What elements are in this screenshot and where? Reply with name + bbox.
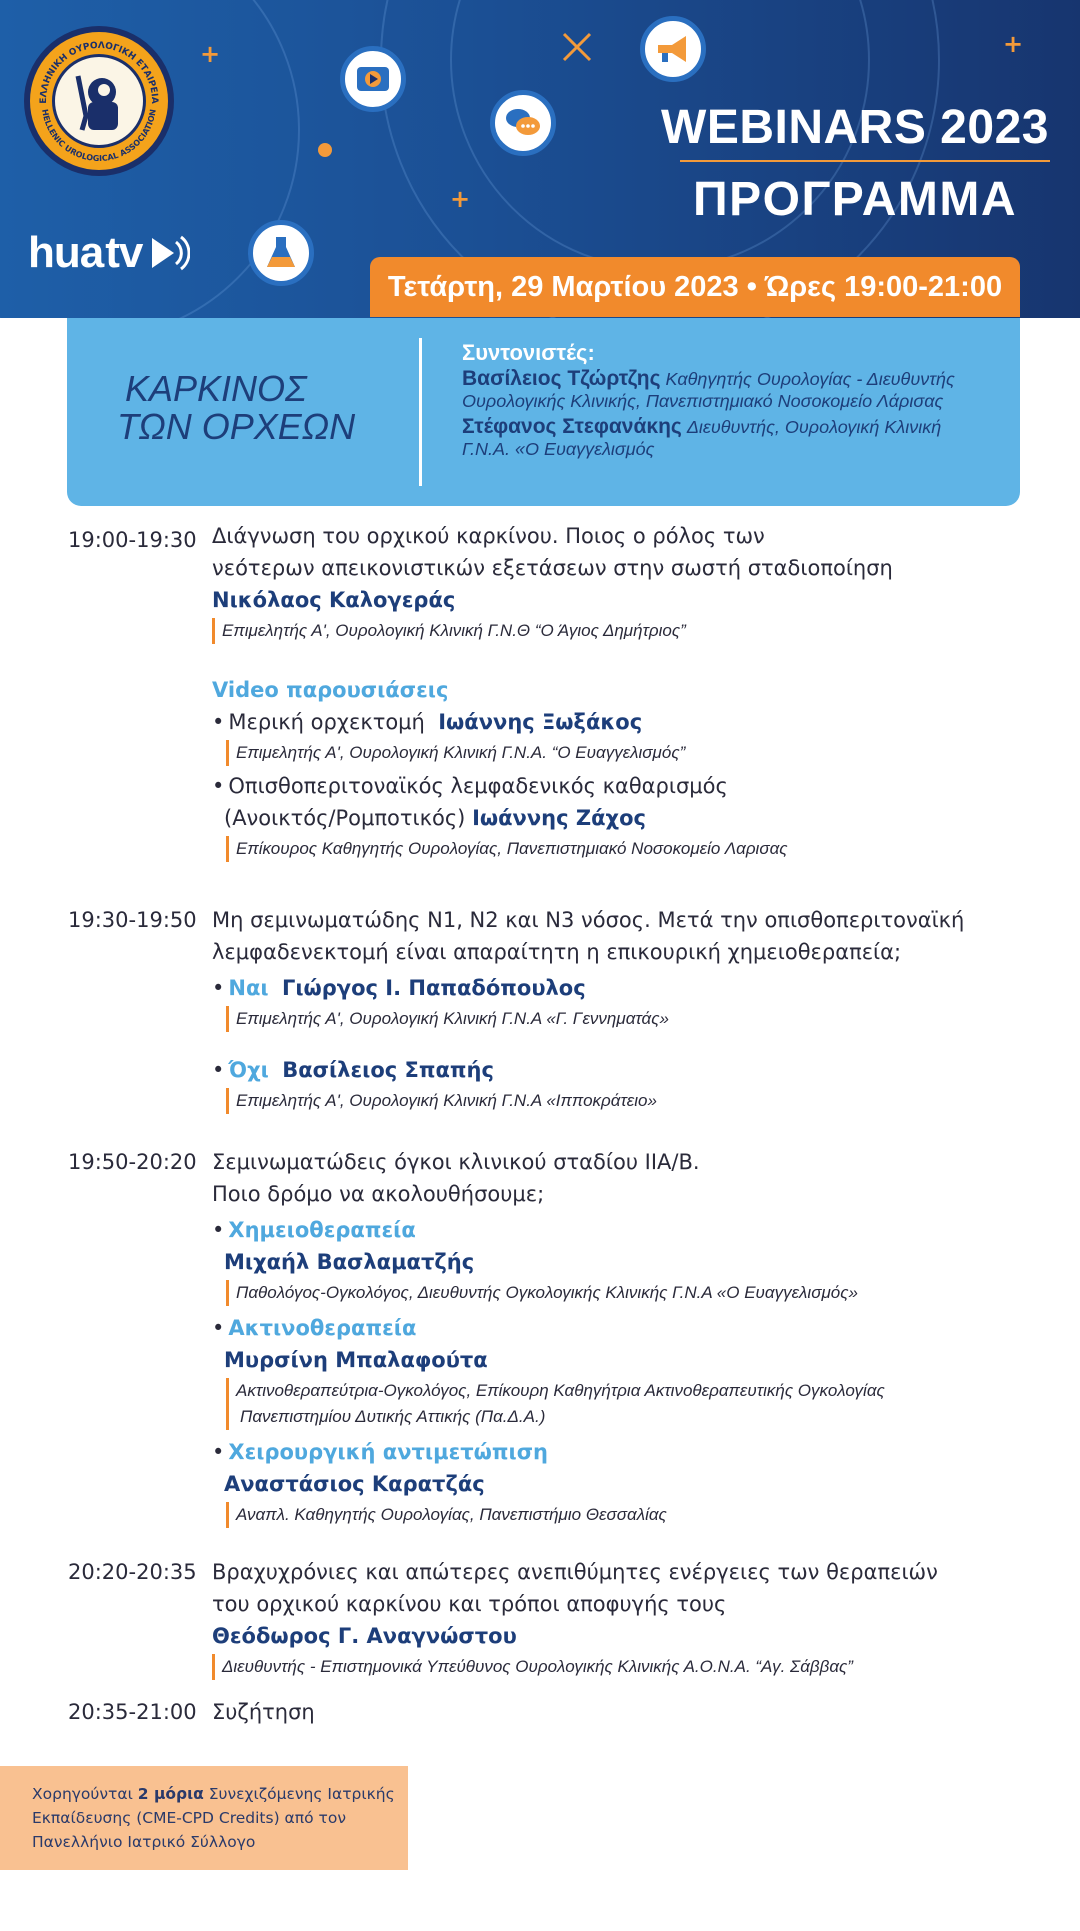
- talk-title: του ορχικού καρκίνου και τρόποι αποφυγής τους: [212, 1592, 727, 1616]
- speaker-name: Αναστάσιος Καρατζάς: [224, 1472, 485, 1496]
- cme-credits-count: 2 μόρια: [137, 1785, 204, 1803]
- speaker-affiliation: Επιμελητής Α', Ουρολογική Κλινική Γ.Ν.Α. “Ο Ευαγγελισμός”: [226, 740, 1012, 766]
- slot-content: [212, 1146, 1012, 1528]
- speaker-name: Μυρσίνη Μπαλαφούτα: [224, 1348, 488, 1372]
- coordinator-role: Διευθυντής, Ουρολογική Κλινική: [686, 417, 942, 437]
- megaphone-icon: [640, 16, 706, 82]
- plus-decor-icon: +: [1003, 30, 1024, 58]
- header-banner: [0, 0, 1080, 318]
- coordinator-name: Στέφανος Στεφανάκης: [462, 415, 682, 438]
- speaker-name: Θεόδωρος Γ. Αναγνώστου: [212, 1624, 517, 1648]
- speaker-name: Νικόλαος Καλογεράς: [212, 588, 456, 612]
- dna-icon: [560, 30, 594, 64]
- coordinator-item: [462, 416, 1002, 460]
- talk-title: Βραχυχρόνιες και απώτερες ανεπιθύμητες ενέργειες των θεραπειών: [212, 1560, 938, 1584]
- speaker-affiliation: Διευθυντής - Επιστημονικά Υπεύθυνος Ουρολογικής Κλινικής Α.Ο.Ν.Α. “Αγ. Σάββας”: [212, 1654, 1012, 1680]
- list-item: • Χημειοθεραπεία: [212, 1218, 416, 1242]
- talk-title: Σεμινωματώδεις όγκοι κλινικού σταδίου ΙΙΑ/Β.: [212, 1150, 700, 1174]
- speaker-name: Βασίλειος Σπαπής: [282, 1058, 494, 1082]
- topic-divider: [419, 338, 422, 486]
- speaker-name: Ιωάννης Ζάχος: [472, 806, 646, 830]
- session-title-line1: ΚΑΡΚΙΝΟΣ: [125, 368, 307, 409]
- cme-line: [32, 1782, 398, 1806]
- coordinator-item: [462, 368, 1002, 412]
- title-divider: [680, 160, 1050, 162]
- cme-credits-box: [0, 1766, 408, 1870]
- speaker-affiliation: Επίκουρος Καθηγητής Ουρολογίας, Πανεπιστημιακό Νοσοκομείο Λαρισας: [226, 836, 1012, 862]
- talk-title: Μη σεμινωματώδης Ν1, Ν2 και Ν3 νόσος. Μετά την οπισθοπεριτοναϊκή: [212, 908, 965, 932]
- coordinator-role: Γ.Ν.Α. «Ο Ευαγγελισμός: [462, 439, 655, 459]
- plus-decor-icon: +: [450, 185, 471, 213]
- list-item: • Όχι Βασίλειος Σπαπής: [212, 1058, 494, 1082]
- svg-text:HELLENIC UROLOGICAL ASSOCIATIO: HELLENIC UROLOGICAL ASSOCIATION: [40, 108, 158, 164]
- list-item: • Χειρουργική αντιμετώπιση: [212, 1440, 549, 1464]
- logo-emblem: [52, 54, 146, 148]
- svg-text:ΕΛΛΗΝΙΚΗ ΟΥΡΟΛΟΓΙΚΗ ΕΤΑΙΡΕΙΑ: ΕΛΛΗΝΙΚΗ ΟΥΡΟΛΟΓΙΚΗ ΕΤΑΙΡΕΙΑ: [38, 40, 160, 104]
- flask-icon: [248, 220, 314, 286]
- coordinator-role: Ουρολογικής Κλινικής, Πανεπιστημιακό Νοσοκομείο Λάρισας: [462, 391, 944, 411]
- page-title: WEBINARS 2023: [661, 101, 1049, 154]
- speaker-name: Γιώργος Ι. Παπαδόπουλος: [281, 976, 586, 1000]
- session-title: [97, 370, 457, 446]
- cme-line: Πανελλήνιο Ιατρικό Σύλλογο: [32, 1833, 256, 1851]
- dot-decor: [318, 143, 332, 157]
- session-topic-box: [67, 318, 1020, 506]
- cme-text: Συνεχιζόμενης Ιατρικής: [208, 1785, 395, 1803]
- list-item: • Ακτινοθεραπεία: [212, 1316, 417, 1340]
- video-icon: [340, 46, 406, 112]
- video-section-heading: Video παρουσιάσεις: [212, 678, 449, 702]
- speaker-name: Ιωάννης Ξωξάκος: [438, 710, 643, 734]
- slot-time: 19:50-20:20: [68, 1150, 197, 1174]
- talk-title: νεότερων απεικονιστικών εξετάσεων στην σωστή σταδιοποίηση: [212, 556, 893, 580]
- huatv-logo: [28, 228, 190, 278]
- session-title-line2: ΤΩΝ ΟΡΧΕΩΝ: [117, 406, 356, 447]
- slot-time: 19:30-19:50: [68, 908, 197, 932]
- speaker-affiliation: Παθολόγος-Ογκολόγος, Διευθυντής Ογκολογικής Κλινικής Γ.Ν.Α «Ο Ευαγγελισμός»: [226, 1280, 1012, 1306]
- list-item: • Οπισθοπεριτοναϊκός λεμφαδενικός καθαρισμός: [212, 774, 728, 798]
- date-time-banner: Τετάρτη, 29 Μαρτίου 2023 • Ώρες 19:00-21:00: [370, 257, 1020, 317]
- talk-title: Συζήτηση: [212, 1700, 315, 1724]
- video-title: Οπισθοπεριτοναϊκός λεμφαδενικός καθαρισμός: [228, 774, 728, 798]
- speaker-affiliation-line: Ακτινοθεραπεύτρια-Ογκολόγος, Επίκουρη Καθηγήτρια Ακτινοθεραπευτικής Ογκολογίας: [236, 1381, 885, 1400]
- slot-time: 20:35-21:00: [68, 1700, 197, 1724]
- option-heading: Ακτινοθεραπεία: [228, 1316, 417, 1340]
- huatv-logo-tv: tv: [105, 228, 143, 277]
- talk-title: Διάγνωση του ορχικού καρκίνου. Ποιος ο ρόλος των: [212, 524, 765, 548]
- speaker-affiliation: Επιμελητής Α', Ουρολογική Κλινική Γ.Ν.Α «Γ. Γεννηματάς»: [226, 1006, 1012, 1032]
- speaker-affiliation: [226, 1378, 1012, 1430]
- coordinators-block: [462, 340, 1002, 460]
- coordinators-label: Συντονιστές:: [462, 340, 595, 365]
- coordinator-name: Βασίλειος Τζώρτζης: [462, 367, 661, 390]
- speaker-affiliation: Επιμελητής Α', Ουρολογική Κλινική Γ.Ν.Α «Ιπποκράτειο»: [226, 1088, 1012, 1114]
- list-item-continued: [212, 802, 1012, 834]
- option-heading: Χειρουργική αντιμετώπιση: [228, 1440, 549, 1464]
- slot-content: [212, 904, 1012, 1114]
- broadcast-icon: [144, 230, 190, 276]
- position-label: Ναι: [228, 976, 269, 1000]
- physician-emblem-icon: [64, 66, 134, 136]
- plus-decor-icon: +: [200, 40, 221, 68]
- talk-title: Ποιο δρόμο να ακολουθήσουμε;: [212, 1182, 545, 1206]
- slot-content: [212, 520, 1012, 862]
- hua-association-logo: [24, 26, 174, 176]
- coordinator-role: Καθηγητής Ουρολογίας - Διευθυντής: [665, 369, 955, 389]
- video-title: Μερική ορχεκτομή: [228, 710, 425, 734]
- chat-icon: [490, 90, 556, 156]
- option-heading: Χημειοθεραπεία: [228, 1218, 416, 1242]
- video-title: (Ανοικτός/Ρομποτικός): [224, 806, 466, 830]
- talk-title: λεμφαδενεκτομή είναι απαραίτητη η επικουρική χημειοθεραπεία;: [212, 940, 902, 964]
- slot-time: 19:00-19:30: [68, 528, 197, 552]
- page-subtitle: ΠΡΟΓΡΑΜΜΑ: [692, 173, 1018, 226]
- slot-time: 20:20-20:35: [68, 1560, 197, 1584]
- slot-content: [212, 1556, 1012, 1680]
- speaker-affiliation-line: Πανεπιστημίου Δυτικής Αττικής (Πα.Δ.Α.): [240, 1407, 546, 1426]
- cme-text: Χορηγούνται: [32, 1785, 133, 1803]
- speaker-affiliation: Αναπλ. Καθηγητής Ουρολογίας, Πανεπιστήμιο Θεσσαλίας: [226, 1502, 1012, 1528]
- slot-content: [212, 1696, 1012, 1728]
- list-item: • Ναι Γιώργος Ι. Παπαδόπουλος: [212, 976, 586, 1000]
- cme-line: Εκπαίδευσης (CME-CPD Credits) από τον: [32, 1809, 346, 1827]
- list-item: • Μερική ορχεκτομή Ιωάννης Ξωξάκος: [212, 710, 643, 734]
- position-label: Όχι: [228, 1058, 269, 1082]
- speaker-name: Μιχαήλ Βασλαματζής: [224, 1250, 475, 1274]
- huatv-logo-hua: hua: [28, 228, 104, 277]
- speaker-affiliation: Επιμελητής Α', Ουρολογική Κλινική Γ.Ν.Θ “Ο Άγιος Δημήτριος”: [212, 618, 1012, 644]
